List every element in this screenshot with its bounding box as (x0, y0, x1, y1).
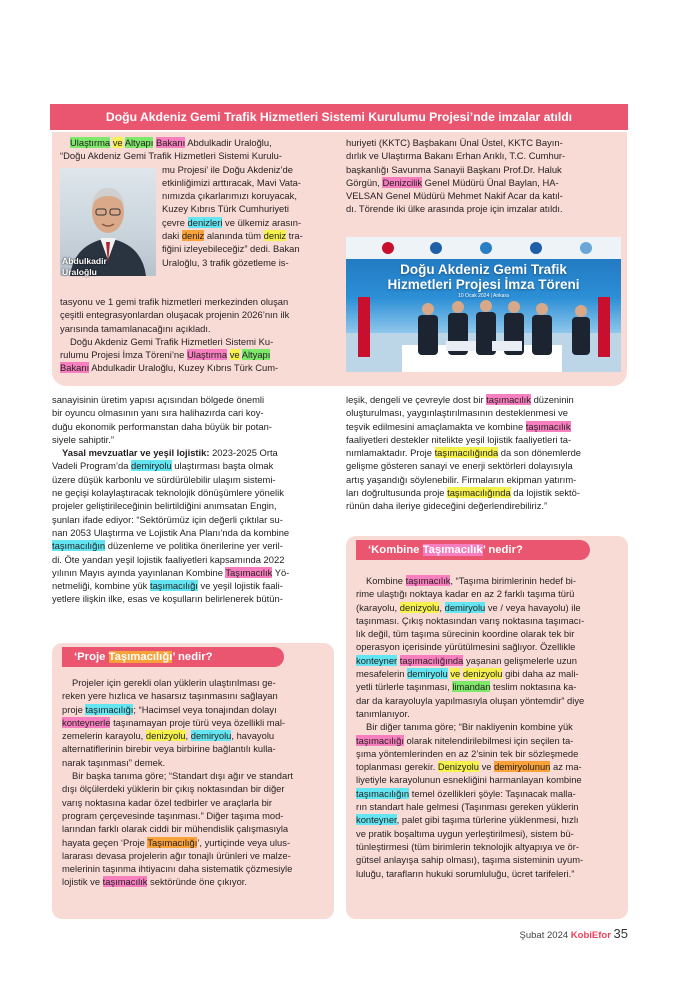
article-title: Doğu Akdeniz Gemi Trafik Hizmetleri Sistemi Kurulumu Projesi’nde imzalar atıldı (105, 110, 573, 124)
photo-date: 10 Ocak 2024 | Ankara (458, 293, 509, 299)
proje-heading (62, 647, 284, 667)
intro-left-text-wrap: mu Projesi’ ile Doğu Akdeniz’de etkinliğimizi arttıracak, Mavi Vata- nımızda çıkarlarımızı koruyacak, Kuzey Kıbrıs Türk Cumhuriyeti çevre denizleri ve ülkemiz arasın- daki deniz alanında tüm deniz tra- fiğini izleyebileceğiz” dedi. Bakan Uraloğlu, 3 trafik gözetleme is- (162, 163, 303, 268)
portrait-caption-line2: Uraloğlu (62, 266, 97, 277)
proje-text: Projeler için gerekli olan yüklerin ulaştırılması ge- reken yere hızlıca ve hasarsız taşınmasını sağlayan proje taşımacılığı; “Hacimsel veya tonajından dolayı konteynerle taşınamayan proje türü veya özellikli mal- zemelerin karayolu, denizyolu, demiryolu, havayolu alternatiflerinin birebir veya birbirine bağlantılı kulla- narak taşınması” demek. Bir başka tanıma göre; “Standart dışı ağır ve standart dışı ölçülerdeki yüklerin bir çıkış noktasından bir diğer varış noktasına kadar özel tedbirler ve araçlarla bir program çerçevesinde taşınması.” Diğer taşıma mod- larından farklı olarak ciddi bir mühendislik çalışmasıyla hayata geçen ‘Proje Taşımacılığı’, yurtiçinde veya ulus- lararası devasa projelerin ağır tonajlı ürünleri ve malze- melerinin taşınma ihtiyacını daha sistematik çözmesiyle lojistik ve taşımacılık sektöründe öne çıkıyor. (62, 677, 293, 888)
photo-title (346, 262, 621, 300)
proje-heading-hl: Taşımacılığı (108, 651, 173, 663)
portrait-caption (62, 256, 107, 277)
proje-heading-pre: ‘Proje (74, 651, 109, 663)
body-right-text-1: leşik, dengeli ve çevreyle dost bir taşımacılık düzeninin oluşturulması, yaygınlaştırılmasının desteklenmesi ve teşvik edilmesini amaçlamakta ve kombine taşımacılık faaliyetleri destekler nitelikte yeşil lojistik faaliyetleri ta- nımlamaktadır. Proje taşımacılığında da son dönemlerde gelişme gösteren sanayi ve enerji sektörleri dolayısıyla artış yaşandığı söylenebilir. Firmaların ekipman yatırım- ları doğrultusunda proje taşımacılığında da lojistik sektö- rünün daha ileriye gideceğini değerlendirebiliriz.” (346, 394, 582, 512)
footer-date: Şubat 2024 (519, 930, 569, 941)
portrait-caption-line1: Abdulkadir (62, 256, 107, 266)
ceremony-photo (346, 237, 621, 372)
footer-brand: KobiEfor (570, 930, 611, 941)
intro-left-text-bottom: tasyonu ve 1 gemi trafik hizmetleri merkezinden oluşan çeşitli entegrasyonlardan oluşacak projenin 2026’nın ilk yarısında tamamlanacağını açıkladı. Doğu Akdeniz Gemi Trafik Hizmetleri Sistemi Ku- rulumu Projesi İmza Töreni’ne Ulaştırma ve Altyapı Bakanı Abdulkadir Uraloğlu, Kuzey Kıbrıs Türk Cum- (60, 296, 290, 374)
photo-title-line2: Hizmetleri Projesi İmza Töreni (387, 277, 580, 292)
intro-left-text: Ulaştırma ve Altyapı Bakanı Abdulkadir Uraloğlu, “Doğu Akdeniz Gemi Trafik Hizmetleri Sistemi Kurulu- (60, 137, 282, 162)
footer (440, 927, 628, 943)
kombine-heading (356, 540, 590, 560)
body-left-text-1: sanayisinin üretim yapısı açısından bölgede önemli bir oyuncu olmasının yanı sıra halihazırda cari koy- duğu ekonomik performanstan daha büyük bir potan- siyele sahiptir.” Yasal mevzuatlar ve yeşil lojistik: 2023-2025 Orta Vadeli Program’da demiryolu ulaştırması başta olmak üzere düşük karbonlu ve sürdürülebilir ulaşım sistemi- ne geçişi kolaylaştıracak teknolojik dönüşümlere yönelik projeler geliştirileceğinin belirtildiğini anımsatan Engin, şunları ifade ediyor: “Sektörümüz için değerli çıktılar su- nan 2053 Ulaştırma ve Lojistik Ana Planı’nda da kombine taşımacılığın düzenleme ve politika önerilerine yer veril- di. Öte yandan yeşil lojistik faaliyetleri kapsamında 2022 yılının Mayıs ayında yayınlanan Kombine Taşımacılık Yö- netmeliği, kombine yük taşımacılığı ve yeşil lojistik faali- yetlere ilişkin ilke, esas ve koşulların belirlenerek bütün- (52, 394, 290, 605)
kombine-heading-pre: ‘Kombine (368, 544, 423, 556)
ceremony-scene-icon (346, 237, 621, 372)
photo-title-line1: Doğu Akdeniz Gemi Trafik (400, 262, 567, 277)
kombine-text: Kombine taşımacılık, “Taşıma birimlerinin hedef bi- rime ulaştığı noktaya kadar en az 2 farklı taşıma türü (karayolu, denizyolu, demiryolu ve / veya havayolu) ile taşınması. Çıkış noktasından varış noktasına taşımacı- lık değil, tüm taşıma sürecinin koordine olarak tek bir operasyon içerisinde yürütülmesini sağlıyor. Özellikle konteyner taşımacılığında yaşanan gelişmelerle uzun mesafelerin demiryolu ve denizyolu gibi daha az mali- yetli türlerle taşınması, limandan teslim noktasına ka- dar da karayoluyla yapılmasıyla oluşan yöntemdir” diye tanımlanıyor. Bir diğer tanıma göre; “Bir nakliyenin kombine yük taşımacılığı olarak nitelendirilebilmesi için seçilen ta- şıma yöntemlerinden en az 2’sinin tek bir sözleşmede toplanması gerekir. Denizyolu ve demiryolunun az ma- liyetiyle karayolunun esnekliğini harmanlayan kombine taşımacılığın temel özellikleri şöyle: Taşınacak malla- rın standart hale gelmesi (Taşınması gereken yüklerin konteyner, palet gibi taşıma türlerine yüklenmesi, hızlı ve pratik boşaltıma uygun yerleştirilmesi), sistem bü- tünleştirmesi (tüm birimlerin teknolojik altyapıya ve ör- gütsel anlayışa sahip olması), taşıma sisteminin uyum- luluğu, tarafların hukuki sorumluluğu, ücret tarifeleri.” (356, 575, 585, 879)
kombine-heading-hl: Taşımacılık (422, 544, 483, 556)
proje-heading-post: ’ nedir? (172, 651, 213, 663)
page-number: 35 (613, 926, 628, 941)
intro-right-text: huriyeti (KKTC) Başbakanı Ünal Üstel, KKTC Bayın- dırlık ve Ulaştırma Bakanı Erhan Arıklı, T.C. Cumhur- başkanlığı Savunma Sanayii Başkanı Prof.Dr. Haluk Görgün, Denizcilik Genel Müdürü Ünal Baylan, HA- VELSAN Genel Müdürü Mehmet Nakif Acar da katıl- dı. Törende iki ülke arasında proje için imzalar atıldı. (346, 137, 566, 215)
kombine-heading-post: ’ nedir? (482, 544, 523, 556)
